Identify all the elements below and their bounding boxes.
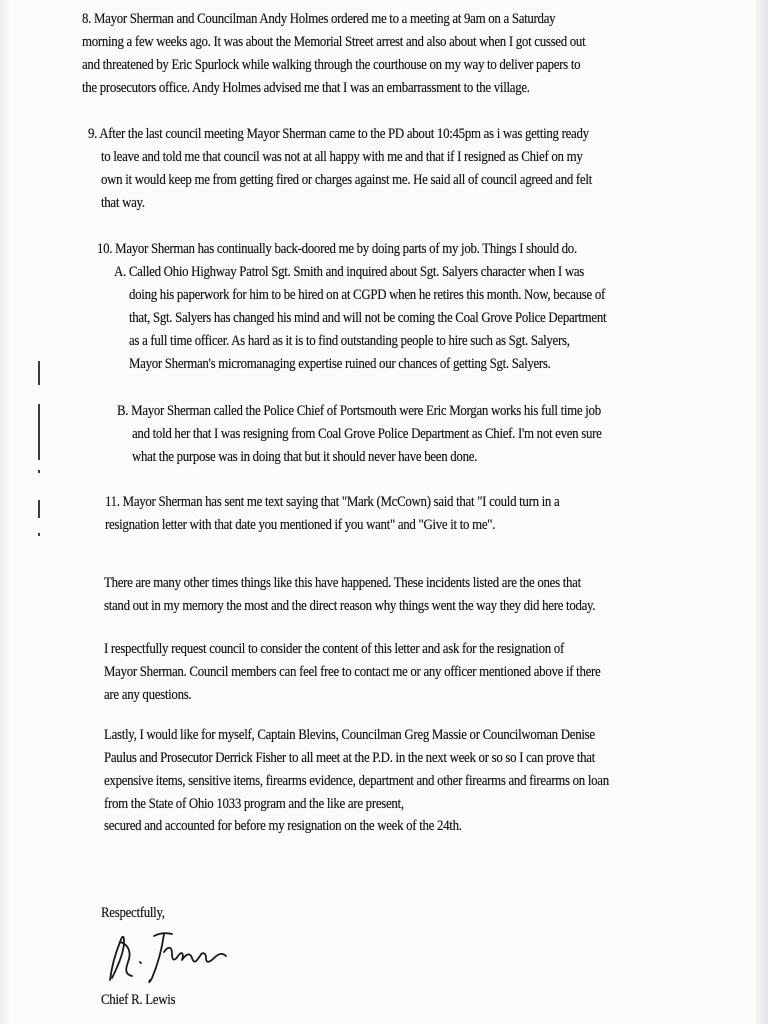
request-line-1: I respectfully request council to consider the content of this letter and ask for the resignation of <box>104 641 564 657</box>
paragraph-9-line-4: that way. <box>101 195 145 211</box>
request-line-2: Mayor Sherman. Council members can feel free to contact me or any officer mentioned above if there <box>104 664 601 680</box>
paragraph-10a-line-1: A. Called Ohio Highway Patrol Sgt. Smith and inquired about Sgt. Salyers character when I was <box>114 264 585 280</box>
other-incidents-line-2: stand out in my memory the most and the direct reason why things went the way they did here today. <box>104 598 596 614</box>
paragraph-8-line-2: morning a few weeks ago. It was about the Memorial Street arrest and also about when I got cussed out <box>82 34 586 50</box>
paragraph-8-line-1: 8. Mayor Sherman and Councilman Andy Holmes ordered me to a meeting at 9am on a Saturday <box>82 11 556 27</box>
paragraph-10-line-1: 10. Mayor Sherman has continually back-doored me by doing parts of my job. Things I should do. <box>97 241 577 257</box>
margin-mark-2 <box>38 404 40 460</box>
paragraph-9-line-1: 9. After the last council meeting Mayor Sherman came to the PD about 10:45pm as i was getting ready <box>88 126 589 142</box>
paragraph-10a-line-5: Mayor Sherman's micromanaging expertise ruined our chances of getting Sgt. Salyers. <box>129 356 551 372</box>
page-right-edge <box>756 0 768 1024</box>
paragraph-10b-line-3: what the purpose was in doing that but it should never have been done. <box>132 449 478 465</box>
paragraph-11-line-2: resignation letter with that date you mentioned if you want" and "Give it to me". <box>105 517 496 533</box>
paragraph-10b-line-2: and told her that I was resigning from Coal Grove Police Department as Chief. I'm not even sure <box>132 426 602 442</box>
other-incidents-line-1: There are many other times things like this have happened. These incidents listed are the ones that <box>104 575 581 591</box>
paragraph-10b-line-1: B. Mayor Sherman called the Police Chief of Portsmouth were Eric Morgan works his full time job <box>117 403 601 419</box>
lastly-line-3: expensive items, sensitive items, firearms evidence, department and other firearms and firearms on loan <box>104 773 609 789</box>
request-line-3: are any questions. <box>104 687 192 703</box>
lastly-line-2: Paulus and Prosecutor Derrick Fisher to all meet at the P.D. in the next week or so so I can prove that <box>104 750 595 766</box>
margin-mark-dot-2 <box>38 533 40 536</box>
signature-name: Chief R. Lewis <box>101 992 176 1008</box>
paragraph-10a-line-3: that, Sgt. Salyers has changed his mind and will not be coming the Coal Grove Police Department <box>129 310 607 326</box>
lastly-line-1: Lastly, I would like for myself, Captain Blevins, Councilman Greg Massie or Councilwoman Denise <box>104 727 595 743</box>
signature-image <box>102 918 242 990</box>
closing-text: Respectfully, <box>101 905 165 921</box>
paragraph-9-line-3: own it would keep me from getting fired or charges against me. He said all of council agreed and felt <box>101 172 592 188</box>
paragraph-9-line-2: to leave and told me that council was not at all happy with me and that if I resigned as Chief on my <box>101 149 583 165</box>
paragraph-10a-line-4: as a full time officer. As hard as it is to find outstanding people to hire such as Sgt. Salyers, <box>129 333 570 349</box>
lastly-line-5: secured and accounted for before my resignation on the week of the 24th. <box>104 818 462 834</box>
margin-mark-1 <box>38 361 40 385</box>
page-left-edge <box>0 0 10 1024</box>
paragraph-8-line-3: and threatened by Eric Spurlock while walking through the courthouse on my way to deliver papers to <box>82 57 581 73</box>
margin-mark-3 <box>38 500 40 518</box>
paragraph-8-line-4: the prosecutors office. Andy Holmes advised me that I was an embarrassment to the village. <box>82 80 530 96</box>
paragraph-10a-line-2: doing his paperwork for him to be hired on at CGPD when he retires this month. Now, because of <box>129 287 606 303</box>
lastly-line-4: from the State of Ohio 1033 program and the like are present, <box>104 796 404 812</box>
margin-mark-dot-1 <box>38 470 40 473</box>
paragraph-11-line-1: 11. Mayor Sherman has sent me text saying that "Mark (McCown) said that "I could turn in a <box>105 494 560 510</box>
